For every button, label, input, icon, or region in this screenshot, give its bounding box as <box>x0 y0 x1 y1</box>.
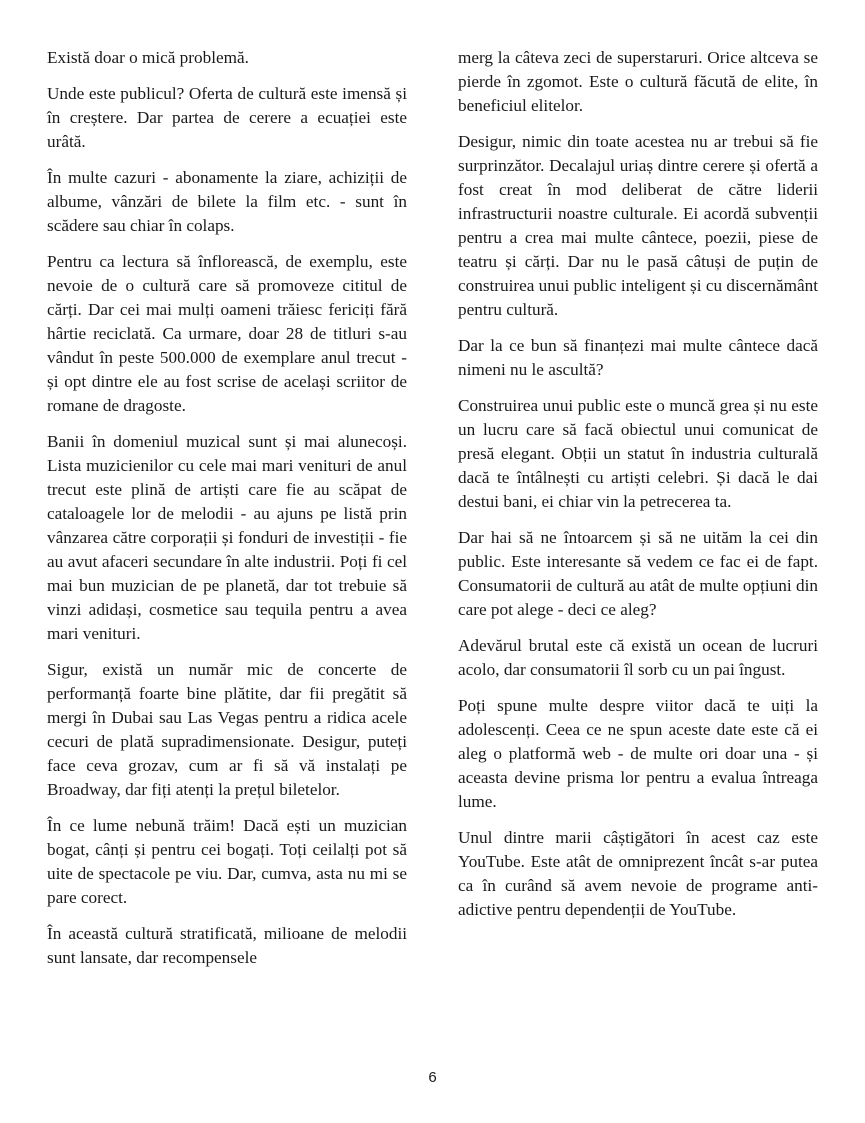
paragraph: Unde este publicul? Oferta de cultură este imensă și în creștere. Dar partea de cerere a ecuației este urâtă. <box>47 84 407 151</box>
paragraph: Banii în domeniul muzical sunt și mai alunecoși. Lista muzicienilor cu cele mai mari venituri de anul trecut este plină de artiști care fie au scăpat de cataloagele lor de melodii - au ajuns pe listă prin vânzarea către corporații și fonduri de investiții - fie au avut afaceri secundare în alte industrii. Poți fi cel mai bun muzician de pe planetă, dar tot trebuie să vinzi adidași, cosmetice sau tequila pentru a avea mari venituri. <box>47 432 407 643</box>
page-number: 6 <box>428 1069 437 1086</box>
paragraph: În această cultură stratificată, milioane de melodii sunt lansate, dar recompensele <box>47 924 407 967</box>
paragraph: Poți spune multe despre viitor dacă te uiți la adolescenți. Ceea ce ne spun aceste date este că ei aleg o platformă web - de multe ori doar una - și aceasta devine prisma lor pentru a evalua întreaga lume. <box>458 696 818 811</box>
paragraph: În multe cazuri - abonamente la ziare, achiziții de albume, vânzări de bilete la film etc. - sunt în scădere sau chiar în colaps. <box>47 168 407 235</box>
left-column <box>47 46 407 982</box>
paragraph: Unul dintre marii câștigători în acest caz este YouTube. Este atât de omniprezent încât s-ar putea ca în curând să avem nevoie de programe anti-adictive pentru dependenții de YouTube. <box>458 828 818 919</box>
paragraph: Construirea unui public este o muncă grea și nu este un lucru care să facă obiectul unui comunicat de presă elegant. Obții un statut în industria culturală dacă te întâlnești cu artiști celebri. Și dacă le dai destui bani, ei chiar vin la petrecerea ta. <box>458 396 818 511</box>
paragraph: Există doar o mică problemă. <box>47 48 249 67</box>
right-column <box>458 46 818 934</box>
paragraph: Sigur, există un număr mic de concerte de performanță foarte bine plătite, dar fii pregătit să mergi în Dubai sau Las Vegas pentru a ridica acele cecuri de plată supradimensionate. Desigur, puteți face ceva grozav, cum ar fi să vă instalați pe Broadway, dar fiți atenți la prețul biletelor. <box>47 660 407 799</box>
paragraph: În ce lume nebună trăim! Dacă ești un muzician bogat, cânți și pentru cei bogați. Toți ceilalți pot să uite de spectacole pe viu. Dar, cumva, asta nu mi se pare corect. <box>47 816 407 907</box>
paragraph: Dar hai să ne întoarcem și să ne uităm la cei din public. Este interesante să vedem ce fac ei de fapt. Consumatorii de cultură au atât de multe opțiuni din care pot alege - deci ce aleg? <box>458 528 818 619</box>
paragraph: Adevărul brutal este că există un ocean de lucruri acolo, dar consumatorii îl sorb cu un pai îngust. <box>458 636 818 679</box>
paragraph: Pentru ca lectura să înflorească, de exemplu, este nevoie de o cultură care să promoveze cititul de cărți. Dar cei mai mulți oameni trăiesc fericiți fără hârtie reciclată. Ca urmare, doar 28 de titluri s-au vândut în peste 500.000 de exemplare anul trecut - și opt dintre ele au fost scrise de același scriitor de romane de dragoste. <box>47 252 407 415</box>
paragraph: Desigur, nimic din toate acestea nu ar trebui să fie surprinzător. Decalajul uriaș dintre cerere și ofertă a fost creat în mod deliberat de către liderii infrastructurii noastre culturale. Ei acordă subvenții pentru a crea mai multe cântece, poezii, piese de teatru și cărți. Dar nu le pasă câtuși de puțin de construirea unui public inteligent și cu discernământ pentru cultură. <box>458 132 818 319</box>
paragraph: merg la câteva zeci de superstaruri. Orice altceva se pierde în zgomot. Este o cultură făcută de elite, în beneficiul elitelor. <box>458 48 818 115</box>
paragraph: Dar la ce bun să finanțezi mai multe cântece dacă nimeni nu le ascultă? <box>458 336 818 379</box>
